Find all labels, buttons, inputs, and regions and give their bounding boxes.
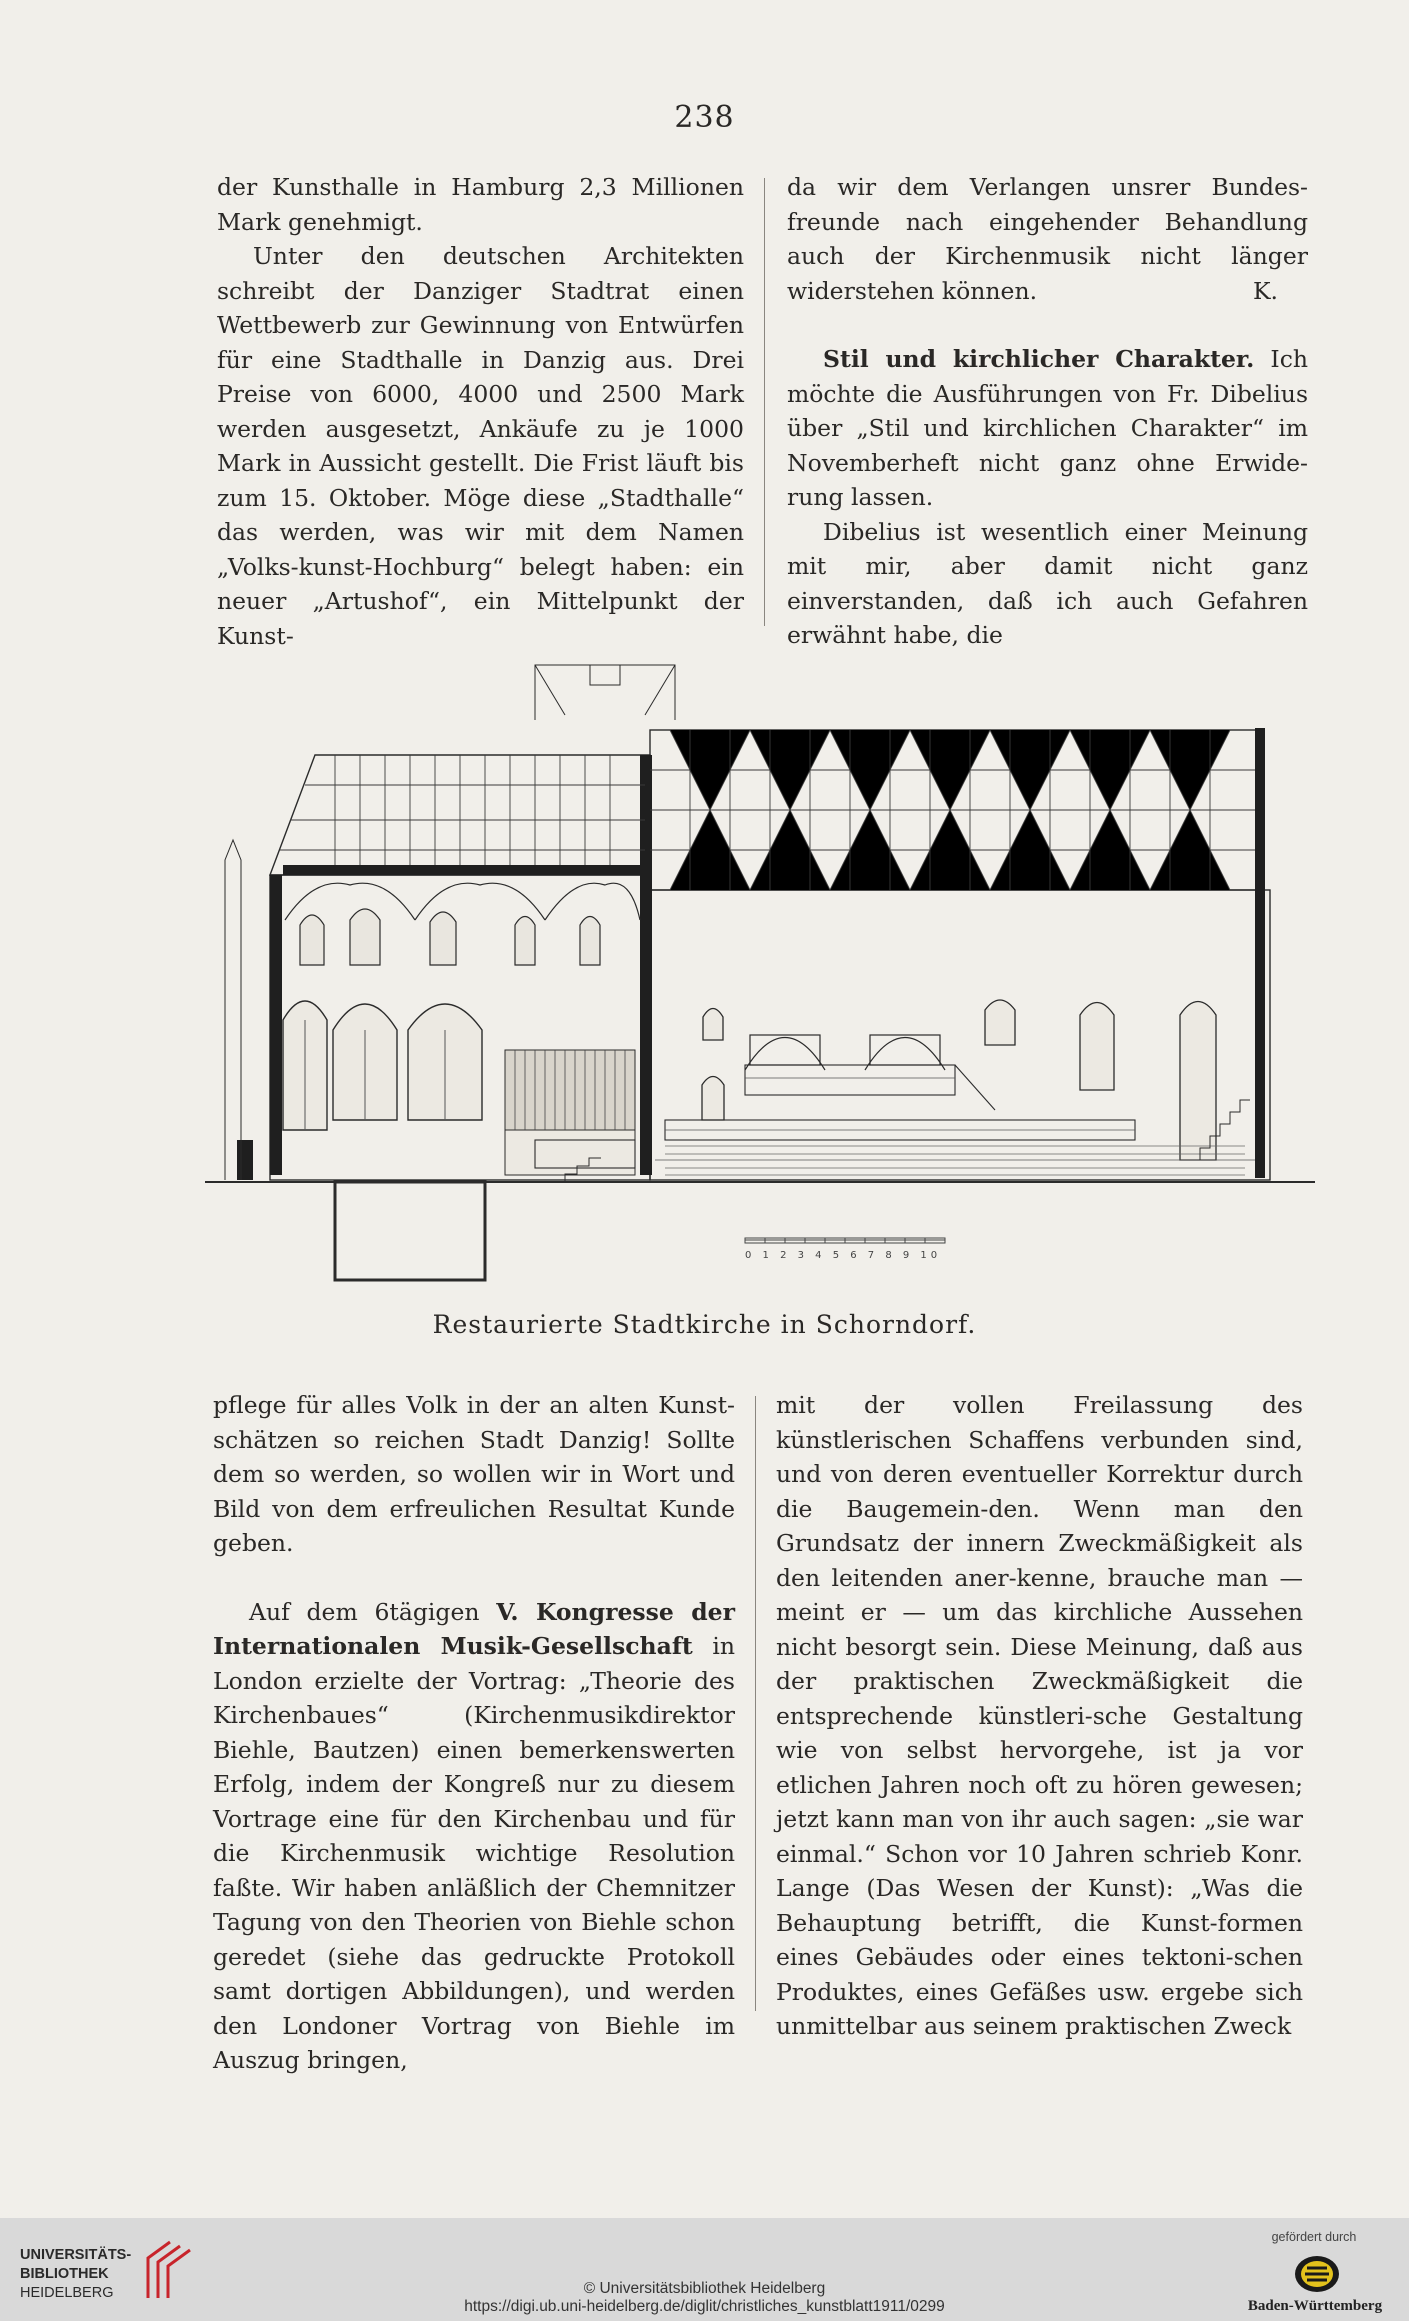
text-column-top-left	[217, 170, 744, 653]
column-divider	[764, 178, 765, 626]
scale-bar	[745, 1238, 945, 1243]
section-heading: V. Kongresse der Internationalen Musik-Gesellschaft	[213, 1597, 735, 1660]
paragraph: mit der vollen Freilassung des künstlerischen Schaffens verbunden sind, und von deren eventueller Korrektur durch die Baugemein-den. Wenn man den Grundsatz der innern Zweckmäßigkeit als den leitenden aner-kenne, brauche man — meint er — um das kirchliche Aussehen nicht besorgt sein. Diese Meinung, daß aus der praktischen Zweckmäßigkeit die entsprechende künstleri-sche Gestaltung wie von selbst hervorgehe, ist ja vor etlichen Jahren noch oft zu hören gewesen; jetzt kann man von ihr auch sagen: „sie war einmal.“ Schon vor 10 Jahren schrieb Konr. Lange (Das Wesen der Kunst): „Was die Behauptung betrifft, die Kunst-formen eines Gebäudes oder eines tektoni-schen Produktes, eines Gefäßes usw. ergebe sich unmittelbar aus seinem praktischen Zweck	[776, 1391, 1303, 2040]
funded-by-label: gefördert durch	[1271, 2230, 1357, 2244]
baden-wuerttemberg-emblem-icon	[1287, 2252, 1347, 2296]
page-number: 238	[674, 100, 735, 135]
paragraph: der Kunsthalle in Hamburg 2,3 Millionen Mark genehmigt.	[217, 173, 744, 236]
paragraph-text: Ich möchte die Ausführungen von Fr. Dibelius über „Stil und kirchlichen Charakter“ im Novemberheft nicht ganz ohne Erwide-rung lassen.	[787, 345, 1308, 511]
paragraph: Dibelius ist wesentlich einer Meinung mit mir, aber damit nicht ganz einverstanden, daß ich auch Gefahren erwähnt habe, die	[787, 517, 1308, 649]
paragraph: Unter den deutschen Architekten schreibt der Danziger Stadtrat einen Wettbewerb zur Gewinnung von Entwürfen für eine Stadthalle in Danzig aus. Drei Preise von 6000, 4000 und 2500 Mark werden ausgesetzt, Ankäufe zu je 1000 Mark in Aussicht gestellt. Die Frist läuft bis zum 15. Oktober. Möge diese „Stadthalle“ das werden, was wir mit dem Namen „Volks-kunst-Hochburg“ belegt haben: ein neuer „Artushof“, ein Mittelpunkt der Kunst-	[217, 242, 744, 650]
library-name-line: HEIDELBERG	[20, 2285, 114, 2301]
paragraph: da wir dem Verlangen unsrer Bundes-freunde nach eingehender Behandlung auch der Kirchenmusik nicht länger widerstehen können.	[787, 173, 1308, 305]
funder-name: Baden-Württemberg	[1247, 2298, 1383, 2314]
column-divider	[755, 1396, 756, 2011]
text-column-bottom-right	[776, 1388, 1303, 2044]
signature: K.	[1252, 276, 1278, 305]
paragraph	[213, 1595, 735, 2078]
paragraph-text: Auf dem 6tägigen	[249, 1597, 497, 1626]
library-footer	[0, 2218, 1409, 2321]
church-section-drawing	[205, 660, 1315, 1300]
copyright-notice: © Universitätsbibliothek Heidelberg	[583, 2280, 826, 2297]
paragraph-text: in London erzielte der Vortrag: „Theorie des Kirchenbaues“ (Kirchenmusikdirektor Biehle, Bautzen) einen bemerkenswerten Erfolg, indem der Kongreß nur zu diesem Vortrage eine für den Kirchenbau und für die Kirchenmusik wichtige Resolution faßte. Wir haben anläßlich der Chemnitzer Tagung von den Theorien von Biehle schon geredet (siehe das gedruckte Protokoll samt dortigen Abbildungen), und werden den Londoner Vortrag von Biehle im Auszug bringen,	[213, 1632, 735, 2074]
section-heading: Stil und kirchlicher Charakter.	[823, 345, 1255, 373]
paragraph	[787, 342, 1308, 515]
text-column-bottom-left	[213, 1388, 735, 2078]
scale-label: 0 1 2 3 4 5 6 7 8 9 10	[745, 1250, 942, 1261]
library-name-line: BIBLIOTHEK	[20, 2266, 109, 2282]
source-url-link[interactable]: https://digi.ub.uni-heidelberg.de/diglit/christliches_kunstblatt1911/0299	[464, 2298, 945, 2315]
figure-caption: Restaurierte Stadtkirche in Schorndorf.	[432, 1310, 977, 1339]
paragraph: pflege für alles Volk in der an alten Kunst-schätzen so reichen Stadt Danzig! Sollte dem so werden, so wollen wir in Wort und Bild von dem erfreulichen Resultat Kunde geben.	[213, 1391, 735, 1557]
text-column-top-right	[787, 170, 1308, 653]
library-name-line: UNIVERSITÄTS-	[20, 2247, 132, 2263]
